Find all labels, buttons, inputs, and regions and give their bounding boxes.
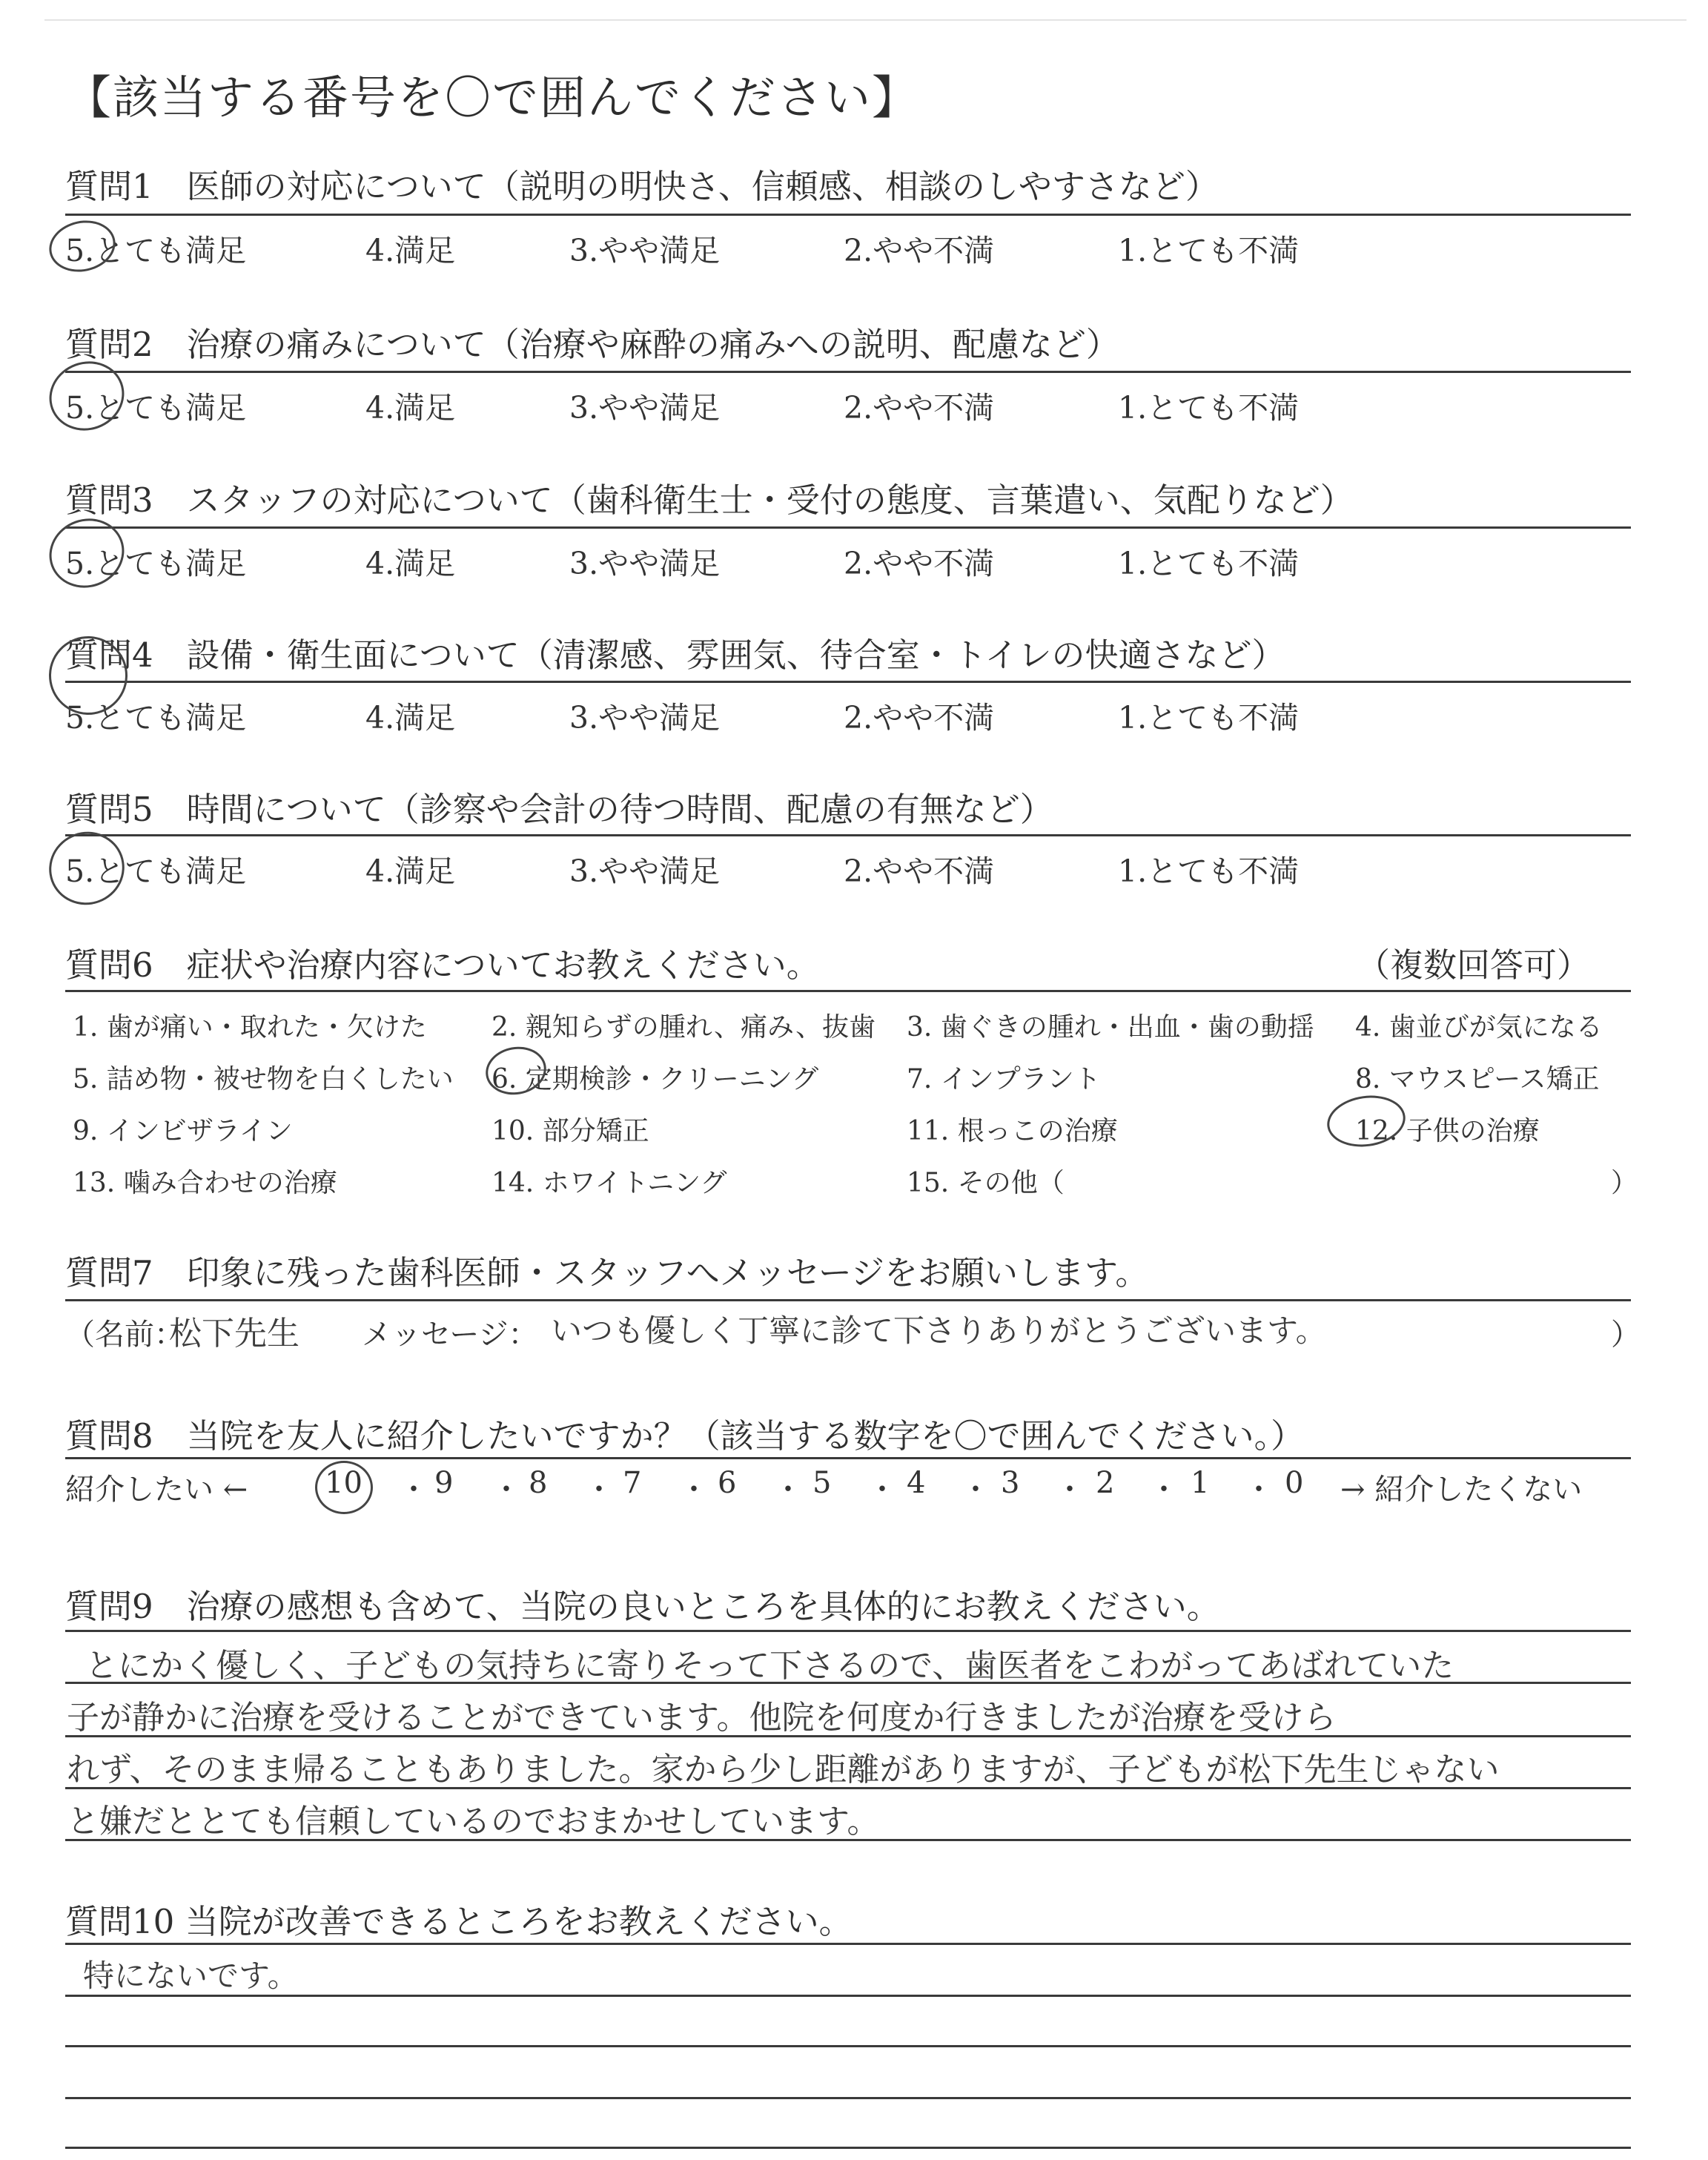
symptom-option-15[interactable]: 15. その他（ xyxy=(907,1168,1065,1198)
option-5-very-satisfied[interactable]: 5.とても満足 xyxy=(65,233,247,268)
option-4-satisfied[interactable]: 4.満足 xyxy=(365,700,456,736)
symptom-option-6[interactable]: 6. 定期検診・クリーニング xyxy=(491,1064,819,1094)
question-6-note: （複数回答可） xyxy=(1357,945,1591,985)
question-4-rule xyxy=(65,681,1631,683)
option-4-satisfied[interactable]: 4.満足 xyxy=(365,853,456,889)
option-1-very-dissatisfied[interactable]: 1.とても不満 xyxy=(1118,233,1300,268)
question-2-title: 質問2 治療の痛みについて（治療や麻酔の痛みへの説明、配慮など） xyxy=(65,325,1119,364)
scale-9[interactable]: 9 xyxy=(434,1466,454,1500)
option-4-satisfied[interactable]: 4.満足 xyxy=(365,390,456,426)
option-4-satisfied[interactable]: 4.満足 xyxy=(365,233,456,268)
scale-7[interactable]: 7 xyxy=(623,1466,642,1500)
scale-2[interactable]: 2 xyxy=(1096,1466,1115,1500)
handwritten-answer-line[interactable]: れず、そのまま帰ることもありました。家から少し距離がありますが、子どもが松下先生じゃない xyxy=(67,1751,1500,1789)
handwritten-answer-line[interactable]: 特にないです。 xyxy=(83,1958,299,1994)
message-label: メッセージ： xyxy=(362,1318,538,1352)
answer-line xyxy=(65,1943,1631,1945)
question-3-rule xyxy=(65,526,1631,529)
option-3-somewhat-satisfied[interactable]: 3.やや満足 xyxy=(569,390,721,426)
symptom-option-4[interactable]: 4. 歯並びが気になる xyxy=(1355,1012,1603,1043)
symptom-option-14[interactable]: 14. ホワイトニング xyxy=(491,1168,727,1198)
recommend-right-label: → 紹介したくない xyxy=(1340,1473,1583,1507)
scale-5[interactable]: 5 xyxy=(812,1466,832,1500)
option-4-satisfied[interactable]: 4.満足 xyxy=(365,546,456,581)
scale-8[interactable]: 8 xyxy=(529,1466,548,1500)
option-5-very-satisfied[interactable]: 5.とても満足 xyxy=(65,390,247,426)
option-1-very-dissatisfied[interactable]: 1.とても不満 xyxy=(1118,700,1300,736)
symptom-option-2[interactable]: 2. 親知らずの腫れ、痛み、抜歯 xyxy=(491,1012,876,1043)
option-2-somewhat-dissatisfied[interactable]: 2.やや不満 xyxy=(844,853,995,889)
scale-3[interactable]: 3 xyxy=(1001,1466,1020,1500)
option-3-somewhat-satisfied[interactable]: 3.やや満足 xyxy=(569,700,721,736)
option-2-somewhat-dissatisfied[interactable]: 2.やや不満 xyxy=(844,700,995,736)
handwritten-staff-name[interactable]: 松下先生 xyxy=(169,1315,299,1353)
handwritten-message[interactable]: いつも優しく丁寧に診て下さりありがとうございます。 xyxy=(551,1312,1327,1349)
option-3-somewhat-satisfied[interactable]: 3.やや満足 xyxy=(569,853,721,889)
page-top-border xyxy=(44,19,1687,21)
symptom-option-13[interactable]: 13. 噛み合わせの治療 xyxy=(73,1168,337,1198)
question-1-title: 質問1 医師の対応について（説明の明快さ、信頼感、相談のしやすさなど） xyxy=(65,167,1219,206)
option-2-somewhat-dissatisfied[interactable]: 2.やや不満 xyxy=(844,390,995,426)
message-close-paren: ） xyxy=(1611,1318,1641,1352)
symptom-option-9[interactable]: 9. インビザライン xyxy=(73,1116,293,1146)
question-7-title: 質問7 印象に残った歯科医師・スタッフへメッセージをお願いします。 xyxy=(65,1253,1149,1292)
scale-10[interactable]: 10 xyxy=(325,1466,363,1500)
question-8-title: 質問8 当院を友人に紹介したいですか？（該当する数字を〇で囲んでください。） xyxy=(65,1416,1305,1456)
answer-line xyxy=(65,1995,1631,1997)
option-1-very-dissatisfied[interactable]: 1.とても不満 xyxy=(1118,390,1300,426)
question-6-rule xyxy=(65,990,1631,992)
handwritten-answer-line[interactable]: と嫌だととても信頼しているのでおまかせしています。 xyxy=(67,1803,880,1840)
question-3-title: 質問3 スタッフの対応について（歯科衛生士・受付の態度、言葉遣い、気配りなど） xyxy=(65,480,1354,520)
scale-6[interactable]: 6 xyxy=(718,1466,737,1500)
answer-line xyxy=(65,2147,1631,2149)
symptom-option-5[interactable]: 5. 詰め物・被せ物を白くしたい xyxy=(73,1064,454,1094)
question-1-rule xyxy=(65,214,1631,216)
symptom-option-10[interactable]: 10. 部分矯正 xyxy=(491,1116,649,1146)
option-3-somewhat-satisfied[interactable]: 3.やや満足 xyxy=(569,233,721,268)
symptom-other-close-paren: ） xyxy=(1611,1168,1638,1198)
question-4-title: 質問4 設備・衛生面について（清潔感、雰囲気、待合室・トイレの快適さなど） xyxy=(65,635,1285,675)
option-5-very-satisfied[interactable]: 5.とても満足 xyxy=(65,700,247,736)
question-10-title: 質問10 当院が改善できるところをお教えください。 xyxy=(65,1902,853,1941)
scale-0[interactable]: 0 xyxy=(1285,1466,1304,1500)
scale-4[interactable]: 4 xyxy=(907,1466,926,1500)
scale-1[interactable]: 1 xyxy=(1191,1466,1210,1500)
name-prefix: （名前： xyxy=(65,1318,184,1352)
option-5-very-satisfied[interactable]: 5.とても満足 xyxy=(65,546,247,581)
question-7-rule xyxy=(65,1299,1631,1301)
option-1-very-dissatisfied[interactable]: 1.とても不満 xyxy=(1118,546,1300,581)
handwritten-answer-line[interactable]: 子が静かに治療を受けることができています。他院を何度か行きましたが治療を受けら xyxy=(67,1699,1337,1737)
option-2-somewhat-dissatisfied[interactable]: 2.やや不満 xyxy=(844,546,995,581)
symptom-option-3[interactable]: 3. 歯ぐきの腫れ・出血・歯の動揺 xyxy=(907,1012,1314,1043)
question-8-rule xyxy=(65,1457,1631,1459)
question-5-rule xyxy=(65,834,1631,836)
handwritten-answer-line[interactable]: とにかく優しく、子どもの気持ちに寄りそって下さるので、歯医者をこわがってあばれていた xyxy=(85,1647,1454,1685)
option-2-somewhat-dissatisfied[interactable]: 2.やや不満 xyxy=(844,233,995,268)
option-3-somewhat-satisfied[interactable]: 3.やや満足 xyxy=(569,546,721,581)
question-2-rule xyxy=(65,371,1631,373)
question-5-title: 質問5 時間について（診察や会計の待つ時間、配慮の有無など） xyxy=(65,790,1053,829)
symptom-option-7[interactable]: 7. インプラント xyxy=(907,1064,1101,1094)
symptom-option-1[interactable]: 1. 歯が痛い・取れた・欠けた xyxy=(73,1012,427,1043)
question-6-title: 質問6 症状や治療内容についてお教えください。 xyxy=(65,945,820,985)
instruction-header: 【該当する番号を〇で囲んでください】 xyxy=(65,70,920,125)
answer-line xyxy=(65,1630,1631,1632)
answer-line xyxy=(65,2045,1631,2047)
question-9-title: 質問9 治療の感想も含めて、当院の良いところを具体的にお教えください。 xyxy=(65,1587,1220,1626)
option-1-very-dissatisfied[interactable]: 1.とても不満 xyxy=(1118,853,1300,889)
recommend-left-label: 紹介したい ← xyxy=(65,1473,248,1507)
symptom-option-8[interactable]: 8. マウスピース矯正 xyxy=(1355,1064,1600,1094)
option-5-very-satisfied[interactable]: 5.とても満足 xyxy=(65,853,247,889)
symptom-option-12[interactable]: 12. 子供の治療 xyxy=(1355,1116,1540,1146)
symptom-option-11[interactable]: 11. 根っこの治療 xyxy=(907,1116,1118,1146)
answer-line xyxy=(65,2097,1631,2099)
